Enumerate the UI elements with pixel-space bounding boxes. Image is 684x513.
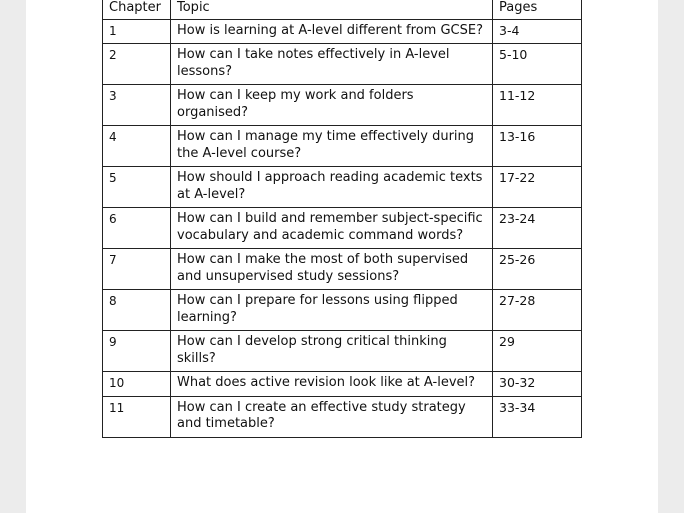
topic-cell: How can I prepare for lessons using flipped learning?	[171, 290, 493, 331]
chapter-cell: 2	[103, 44, 171, 85]
topic-cell: How can I build and remember subject-specific vocabulary and academic command words?	[171, 208, 493, 249]
table-row	[103, 208, 582, 249]
pages-cell: 11-12	[493, 85, 582, 126]
table-row	[103, 396, 582, 437]
chapter-cell: 5	[103, 167, 171, 208]
header-topic: Topic	[171, 0, 493, 19]
pages-cell: 13-16	[493, 126, 582, 167]
pages-cell: 29	[493, 331, 582, 372]
table-row	[103, 44, 582, 85]
chapter-cell: 3	[103, 85, 171, 126]
pages-cell: 27-28	[493, 290, 582, 331]
pages-cell: 30-32	[493, 372, 582, 397]
pages-cell: 23-24	[493, 208, 582, 249]
topic-cell: How should I approach reading academic texts at A-level?	[171, 167, 493, 208]
chapter-cell: 11	[103, 396, 171, 437]
chapter-cell: 7	[103, 249, 171, 290]
chapter-cell: 4	[103, 126, 171, 167]
table-row	[103, 249, 582, 290]
topic-cell: How can I make the most of both supervised and unsupervised study sessions?	[171, 249, 493, 290]
chapter-cell: 10	[103, 372, 171, 397]
topic-cell: How can I manage my time effectively during the A-level course?	[171, 126, 493, 167]
header-row	[103, 0, 582, 19]
topic-cell: How is learning at A-level different from GCSE?	[171, 19, 493, 44]
header-chapter: Chapter	[103, 0, 171, 19]
pages-cell: 3-4	[493, 19, 582, 44]
table-row	[103, 19, 582, 44]
chapter-cell: 1	[103, 19, 171, 44]
chapter-cell: 8	[103, 290, 171, 331]
table-row	[103, 85, 582, 126]
topic-cell: What does active revision look like at A-level?	[171, 372, 493, 397]
chapter-cell: 6	[103, 208, 171, 249]
topic-cell: How can I create an effective study strategy and timetable?	[171, 396, 493, 437]
table-row	[103, 331, 582, 372]
pages-cell: 5-10	[493, 44, 582, 85]
pages-cell: 17-22	[493, 167, 582, 208]
pages-cell: 25-26	[493, 249, 582, 290]
table-row	[103, 126, 582, 167]
table-row	[103, 167, 582, 208]
table-row	[103, 290, 582, 331]
topic-cell: How can I keep my work and folders organised?	[171, 85, 493, 126]
table-row	[103, 372, 582, 397]
pages-cell: 33-34	[493, 396, 582, 437]
topic-cell: How can I take notes effectively in A-level lessons?	[171, 44, 493, 85]
contents-table	[102, 0, 582, 438]
chapter-cell: 9	[103, 331, 171, 372]
topic-cell: How can I develop strong critical thinking skills?	[171, 331, 493, 372]
header-pages: Pages	[493, 0, 582, 19]
